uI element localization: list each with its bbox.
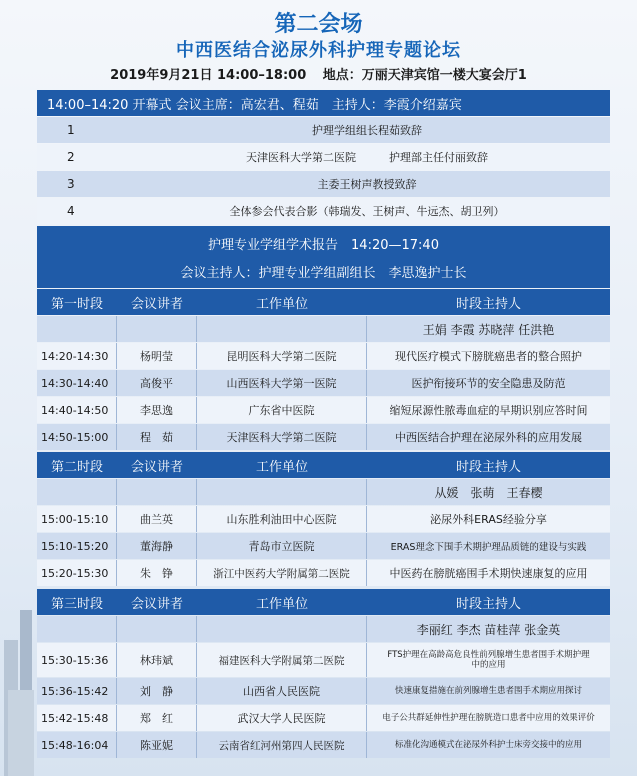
talk-topic: 泌尿外科ERAS经验分享 xyxy=(430,513,547,526)
opening-item xyxy=(37,144,610,170)
column-speaker: 会议讲者 xyxy=(130,596,183,612)
location: 地点：万丽天津宾馆一楼大宴会厅1 xyxy=(322,68,527,83)
talk-unit: 青岛市立医院 xyxy=(197,533,367,559)
opening-item-text: 主委王树声教授致辞 xyxy=(317,178,417,191)
talk-speaker: 陈亚妮 xyxy=(117,732,197,758)
talk-speaker: 董海静 xyxy=(117,533,197,559)
academic-block xyxy=(37,226,610,288)
page-header xyxy=(0,0,637,90)
talk-topic: 医护衔接环节的安全隐患及防范 xyxy=(411,377,566,390)
column-unit: 工作单位 xyxy=(255,596,308,612)
venue-title: 第二会场 xyxy=(274,12,363,37)
talk-time: 15:36-15:42 xyxy=(37,678,117,704)
academic-title: 护理专业学组学术报告 14:20—17:40 xyxy=(208,237,439,253)
session-hosts: 从媛 张萌 王春樱 xyxy=(434,485,543,500)
opening-bar xyxy=(37,90,610,116)
session-header xyxy=(37,452,610,478)
talk-time: 14:40-14:50 xyxy=(37,397,117,423)
opening-item-text: 天津医科大学第二医院 护理部主任付丽致辞 xyxy=(246,151,488,164)
table-row xyxy=(37,506,610,532)
table-row xyxy=(37,533,610,559)
talk-unit: 广东省中医院 xyxy=(197,397,367,423)
talk-unit: 云南省红河州第四人民医院 xyxy=(197,732,367,758)
table-row xyxy=(37,705,610,731)
table-row xyxy=(37,732,610,758)
talk-topic: 电子公共群延伸性护理在膀胱造口患者中应用的效果评价 xyxy=(382,713,595,723)
column-speaker: 会议讲者 xyxy=(130,459,183,475)
forum-title: 中西医结合泌尿外科护理专题论坛 xyxy=(176,40,461,61)
date-time: 2019年9月21日 14:00–18:00 xyxy=(110,68,307,83)
talk-unit: 昆明医科大学第二医院 xyxy=(197,343,367,369)
talk-topic: 中西医结合护理在泌尿外科的应用发展 xyxy=(395,431,582,444)
opening-item-no: 1 xyxy=(67,123,75,137)
date-location xyxy=(0,64,637,83)
talk-topic: 中医药在膀胱癌围手术期快速康复的应用 xyxy=(389,567,588,580)
opening-item-no: 2 xyxy=(67,150,75,164)
talk-speaker: 郑 红 xyxy=(117,705,197,731)
talk-unit: 武汉大学人民医院 xyxy=(197,705,367,731)
talk-speaker: 朱 铮 xyxy=(117,560,197,586)
talk-speaker: 杨明莹 xyxy=(117,343,197,369)
opening-item-text: 全体参会代表合影（韩瑞发、王树声、牛远杰、胡卫列） xyxy=(229,205,505,218)
session-name: 第三时段 xyxy=(50,596,103,612)
session-hosts-row xyxy=(37,479,610,505)
session-hosts: 王娟 李霞 苏晓萍 任洪艳 xyxy=(422,322,555,337)
column-host: 时段主持人 xyxy=(455,596,521,612)
academic-host: 会议主持人：护理专业学组副组长 李思逸护士长 xyxy=(180,265,467,281)
talk-topic: FTS护理在高龄高危良性前列腺增生患者围手术期护理中的应用 xyxy=(387,650,590,670)
talk-speaker: 林玮斌 xyxy=(117,643,197,677)
talk-time: 14:30-14:40 xyxy=(37,370,117,396)
talk-unit: 福建医科大学附属第二医院 xyxy=(197,643,367,677)
opening-item-no: 3 xyxy=(67,177,75,191)
table-row xyxy=(37,343,610,369)
opening-item xyxy=(37,198,610,224)
skyline-illustration xyxy=(0,600,40,776)
talk-unit: 山西医科大学第一医院 xyxy=(197,370,367,396)
talk-speaker: 高俊平 xyxy=(117,370,197,396)
column-unit: 工作单位 xyxy=(255,296,308,312)
session-name: 第一时段 xyxy=(50,296,103,312)
column-host: 时段主持人 xyxy=(455,459,521,475)
session-hosts-row xyxy=(37,316,610,342)
opening-item xyxy=(37,171,610,197)
talk-unit: 山西省人民医院 xyxy=(197,678,367,704)
session-hosts: 李丽红 李杰 苗桂萍 张金英 xyxy=(416,622,561,637)
opening-item xyxy=(37,117,610,143)
table-row xyxy=(37,397,610,423)
talk-time: 15:42-15:48 xyxy=(37,705,117,731)
opening-bar-text: 14:00–14:20 开幕式 会议主席：高宏君、程茹 主持人：李霞介绍嘉宾 xyxy=(47,97,462,113)
column-speaker: 会议讲者 xyxy=(130,296,183,312)
talk-time: 15:48-16:04 xyxy=(37,732,117,758)
table-row xyxy=(37,424,610,450)
talk-topic: 现代医疗模式下膀胱癌患者的整合照护 xyxy=(395,350,582,363)
table-row xyxy=(37,678,610,704)
talk-speaker: 程 茹 xyxy=(117,424,197,450)
talk-time: 15:00-15:10 xyxy=(37,506,117,532)
column-host: 时段主持人 xyxy=(455,296,521,312)
session-header xyxy=(37,589,610,615)
talk-time: 15:10-15:20 xyxy=(37,533,117,559)
talk-unit: 山东胜利油田中心医院 xyxy=(197,506,367,532)
talk-time: 15:20-15:30 xyxy=(37,560,117,586)
session-hosts-row xyxy=(37,616,610,642)
talk-topic: 标准化沟通模式在泌尿外科护士床旁交接中的应用 xyxy=(394,740,582,750)
talk-topic: 缩短尿源性脓毒血症的早期识别应答时间 xyxy=(389,404,588,417)
talk-topic: ERAS理念下围手术期护理品质链的建设与实践 xyxy=(390,542,587,553)
session-name: 第二时段 xyxy=(50,459,103,475)
opening-item-no: 4 xyxy=(67,204,75,218)
opening-item-text: 护理学组组长程茹致辞 xyxy=(312,124,422,137)
talk-speaker: 李思逸 xyxy=(117,397,197,423)
session-header xyxy=(37,289,610,315)
talk-speaker: 曲兰英 xyxy=(117,506,197,532)
table-row xyxy=(37,560,610,586)
talk-time: 14:20-14:30 xyxy=(37,343,117,369)
talk-speaker: 刘 静 xyxy=(117,678,197,704)
column-unit: 工作单位 xyxy=(255,459,308,475)
talk-unit: 浙江中医药大学附属第二医院 xyxy=(197,560,367,586)
talk-unit: 天津医科大学第二医院 xyxy=(197,424,367,450)
talk-topic: 快速康复措施在前列腺增生患者围手术期应用探讨 xyxy=(394,686,582,696)
table-row xyxy=(37,370,610,396)
table-row xyxy=(37,643,610,677)
talk-time: 15:30-15:36 xyxy=(37,643,117,677)
talk-time: 14:50-15:00 xyxy=(37,424,117,450)
